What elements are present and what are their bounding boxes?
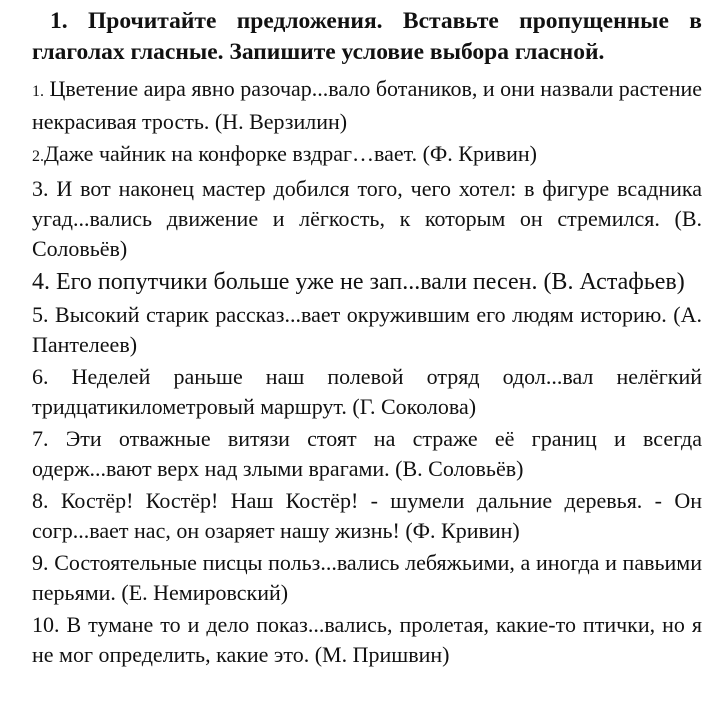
sentence-8 — [32, 486, 702, 546]
sentence-3 — [32, 174, 702, 264]
sentence-text: Неделей раньше наш полевой отряд одол...вал нелёгкий тридцатикилометровый маршрут. (Г. Соколова) — [32, 364, 702, 419]
sentence-text: И вот наконец мастер добился того, чего хотел: в фигуре всадника угад...вались движение и лёгкость, к которым он стремился. (В. Соловьёв) — [32, 176, 702, 261]
sentence-text: Высокий старик рассказ...вает окружившим его людям историю. (А. Пантелеев) — [32, 302, 702, 357]
sentence-text: Костёр! Костёр! Наш Костёр! - шумели дальние деревья. - Он согр...вает нас, он озаряет нашу жизнь! (Ф. Кривин) — [32, 488, 702, 543]
sentence-7 — [32, 424, 702, 484]
sentence-number: 8. — [32, 488, 49, 513]
sentence-text: В тумане то и дело показ...вались, пролетая, какие-то птички, но я не мог определить, какие это. (М. Пришвин) — [32, 612, 702, 667]
sentence-number: 7. — [32, 426, 49, 451]
sentence-number: 5. — [32, 302, 49, 327]
sentence-2 — [32, 139, 702, 172]
sentence-10 — [32, 610, 702, 670]
sentence-text: Эти отважные витязи стоят на страже её границ и всегда одерж...вают верх над злыми врагами. (В. Соловьёв) — [32, 426, 702, 481]
sentence-1 — [32, 74, 702, 137]
sentence-text: Цветение аира явно разочар...вало ботаников, и они назвали растение некрасивая трость. (Н. Верзилин) — [32, 76, 702, 134]
sentence-6 — [32, 362, 702, 422]
sentence-text: Даже чайник на конфорке вздраг…вает. (Ф. Кривин) — [44, 141, 537, 166]
sentence-number: 10. — [32, 612, 60, 637]
sentence-number: 1. — [32, 83, 44, 100]
sentence-number: 2. — [32, 148, 44, 165]
sentence-number: 3. — [32, 176, 49, 201]
sentence-5 — [32, 300, 702, 360]
sentence-text: Его попутчики больше уже не зап...вали песен. (В. Астафьев) — [50, 269, 685, 295]
sentence-number: 6. — [32, 364, 49, 389]
sentence-number: 4. — [32, 269, 50, 295]
task-title: 1. Прочитайте предложения. Вставьте пропущенные в глаголах гласные. Запишите условие выбора гласной. — [32, 8, 702, 65]
sentence-9 — [32, 548, 702, 608]
sentence-text: Состоятельные писцы польз...вались лебяжьими, а иногда и павьими перьями. (Е. Немировский) — [32, 550, 702, 605]
sentence-4 — [32, 266, 702, 298]
sentence-number: 9. — [32, 550, 49, 575]
